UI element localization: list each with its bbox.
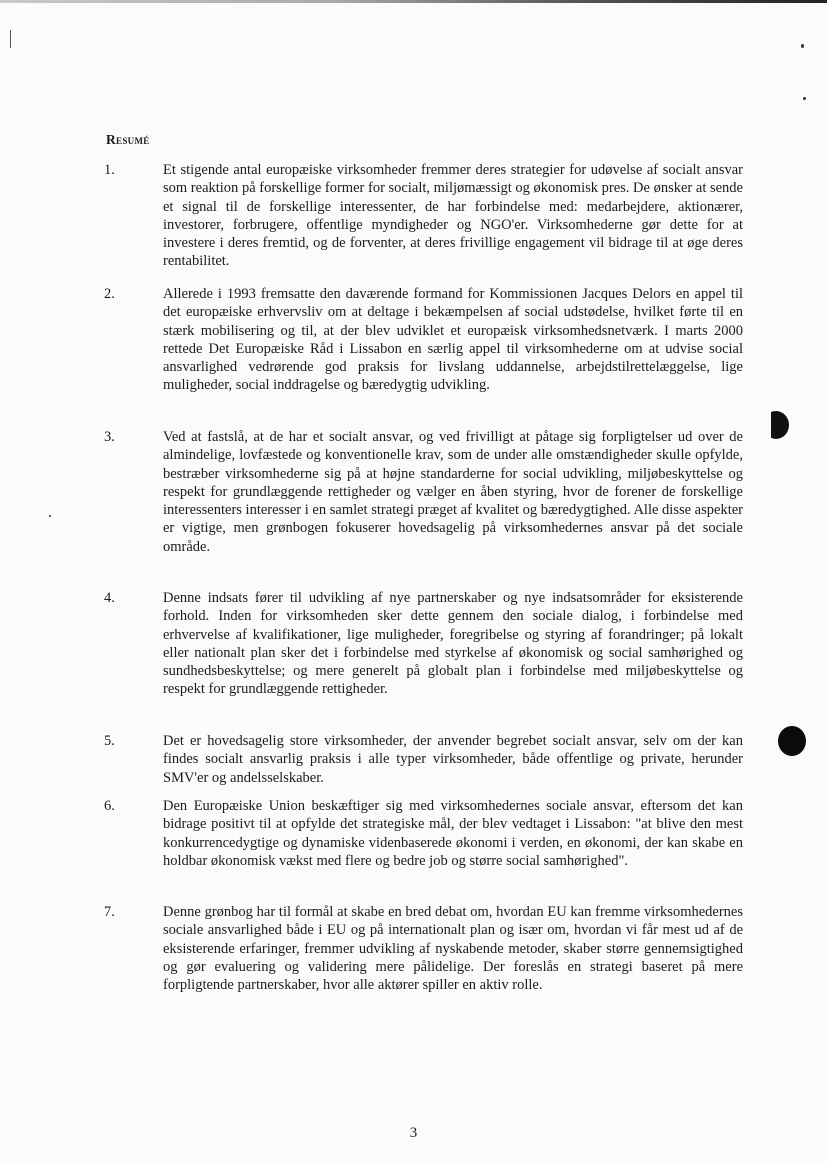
item-number: 3. xyxy=(104,429,115,445)
item-text: Den Europæiske Union beskæftiger sig med virksomhedernes sociale ansvar, eftersom det kan bidrage positivt til at opfylde det strategiske mål, der blev vedtaget i Lissabon: "at blive den mest konkurrencedygtige og dynamiske videnbaserede økonomi i verden, en økonomi, der kan skabe en holdbar økonomisk vækst med flere og bedre job og større social samhørighed". xyxy=(163,798,743,869)
scan-mark xyxy=(10,30,11,48)
item-number: 6. xyxy=(104,798,115,814)
item-number: 5. xyxy=(104,733,115,749)
scan-speck xyxy=(49,515,51,517)
item-text: Denne grønbog har til formål at skabe en bred debat om, hvordan EU kan fremme virksomhedernes sociale ansvarlighed både i EU og på internationalt plan og især om, hvordan vi får mest ud af de eksisterende erfaringer, fremmer udvikling af nyskabende metoder, skaber større gennemsigtighed og gør evaluering og validering mere pålidelige. Der foreslås en strategi baseret på mere forpligtende partnerskaber, hvor alle aktører spiller en aktiv rolle. xyxy=(163,904,743,994)
item-number: 2. xyxy=(104,286,115,302)
section-heading: Resumé xyxy=(106,132,150,147)
scan-speck xyxy=(803,97,806,100)
item-number: 4. xyxy=(104,590,115,606)
item-text: Et stigende antal europæiske virksomheder fremmer deres strategier for udøvelse af socialt ansvar som reaktion på forskellige former for socialt, miljømæssigt og økonomisk pres. De ønsker at sende et signal til de forskellige interessenter, de har forbindelse med: medarbejdere, aktionærer, investorer, forbrugere, offentlige myndigheder og NGO'er. Virksomhederne gør dette for at investere i deres fremtid, og de forventer, at deres frivillige engagement vil bidrage til at øge deres rentabilitet. xyxy=(163,162,743,270)
page-number: 3 xyxy=(409,1125,418,1141)
item-text: Denne indsats fører til udvikling af nye partnerskaber og nye indsatsområder for eksisterende forhold. Inden for virksomheden sker dette gennem den sociale dialog, i forbindelse med erhvervelse af kvalifikationer, lige muligheder, foregribelse og styring af forandringer; på lokalt eller nationalt plan sker det i forbindelse med styrkelse af økonomisk og social samhørighed og sundhedsbeskyttelse; og mere generelt på globalt plan i forbindelse med miljøbeskyttelse og respekt for grundlæggende rettigheder. xyxy=(163,590,743,698)
punch-hole xyxy=(778,726,806,756)
punch-hole-partial xyxy=(771,411,793,439)
item-number: 7. xyxy=(104,904,115,920)
item-number: 1. xyxy=(104,162,115,178)
scan-edge xyxy=(0,0,827,3)
item-text: Ved at fastslå, at de har et socialt ansvar, og ved frivilligt at påtage sig forpligtelser ud over de almindelige, lovfæstede og konventionelle krav, som de under alle omstændigheder skulle opfylde, bestræber virksomhederne sig på at højne standarderne for social udvikling, miljøbeskyttelse og respekt for grundlæggende rettigheder og vælger en åben styring, hvor de forener de forskellige interessenters interesser i en samlet strategi præget af kvalitet og bæredygtighed. Alle disse aspekter er vigtige, men grønbogen fokuserer hovedsagelig på virksomhedernes ansvar på det sociale område. xyxy=(163,429,743,555)
item-text: Allerede i 1993 fremsatte den daværende formand for Kommissionen Jacques Delors en appel til det europæiske erhvervsliv om at deltage i bekæmpelsen af social udstødelse, hvilket førte til en stærk mobilisering og til, at der blev udviklet et europæisk virksomhedsnetværk. I marts 2000 rettede Det Europæiske Råd i Lissabon en særlig appel til virksomhederne om at udvise social ansvarlighed vedrørende god praksis for livslang uddannelse, arbejdstilrettelæggelse, lige muligheder, social inddragelse og bæredygtig udvikling. xyxy=(163,286,743,394)
item-text: Det er hovedsagelig store virksomheder, der anvender begrebet socialt ansvar, selv om der kan findes socialt ansvarlig praksis i alle typer virksomheder, både offentlige og private, herunder SMV'er og andelsselskaber. xyxy=(163,733,743,786)
scan-speck xyxy=(801,44,804,48)
